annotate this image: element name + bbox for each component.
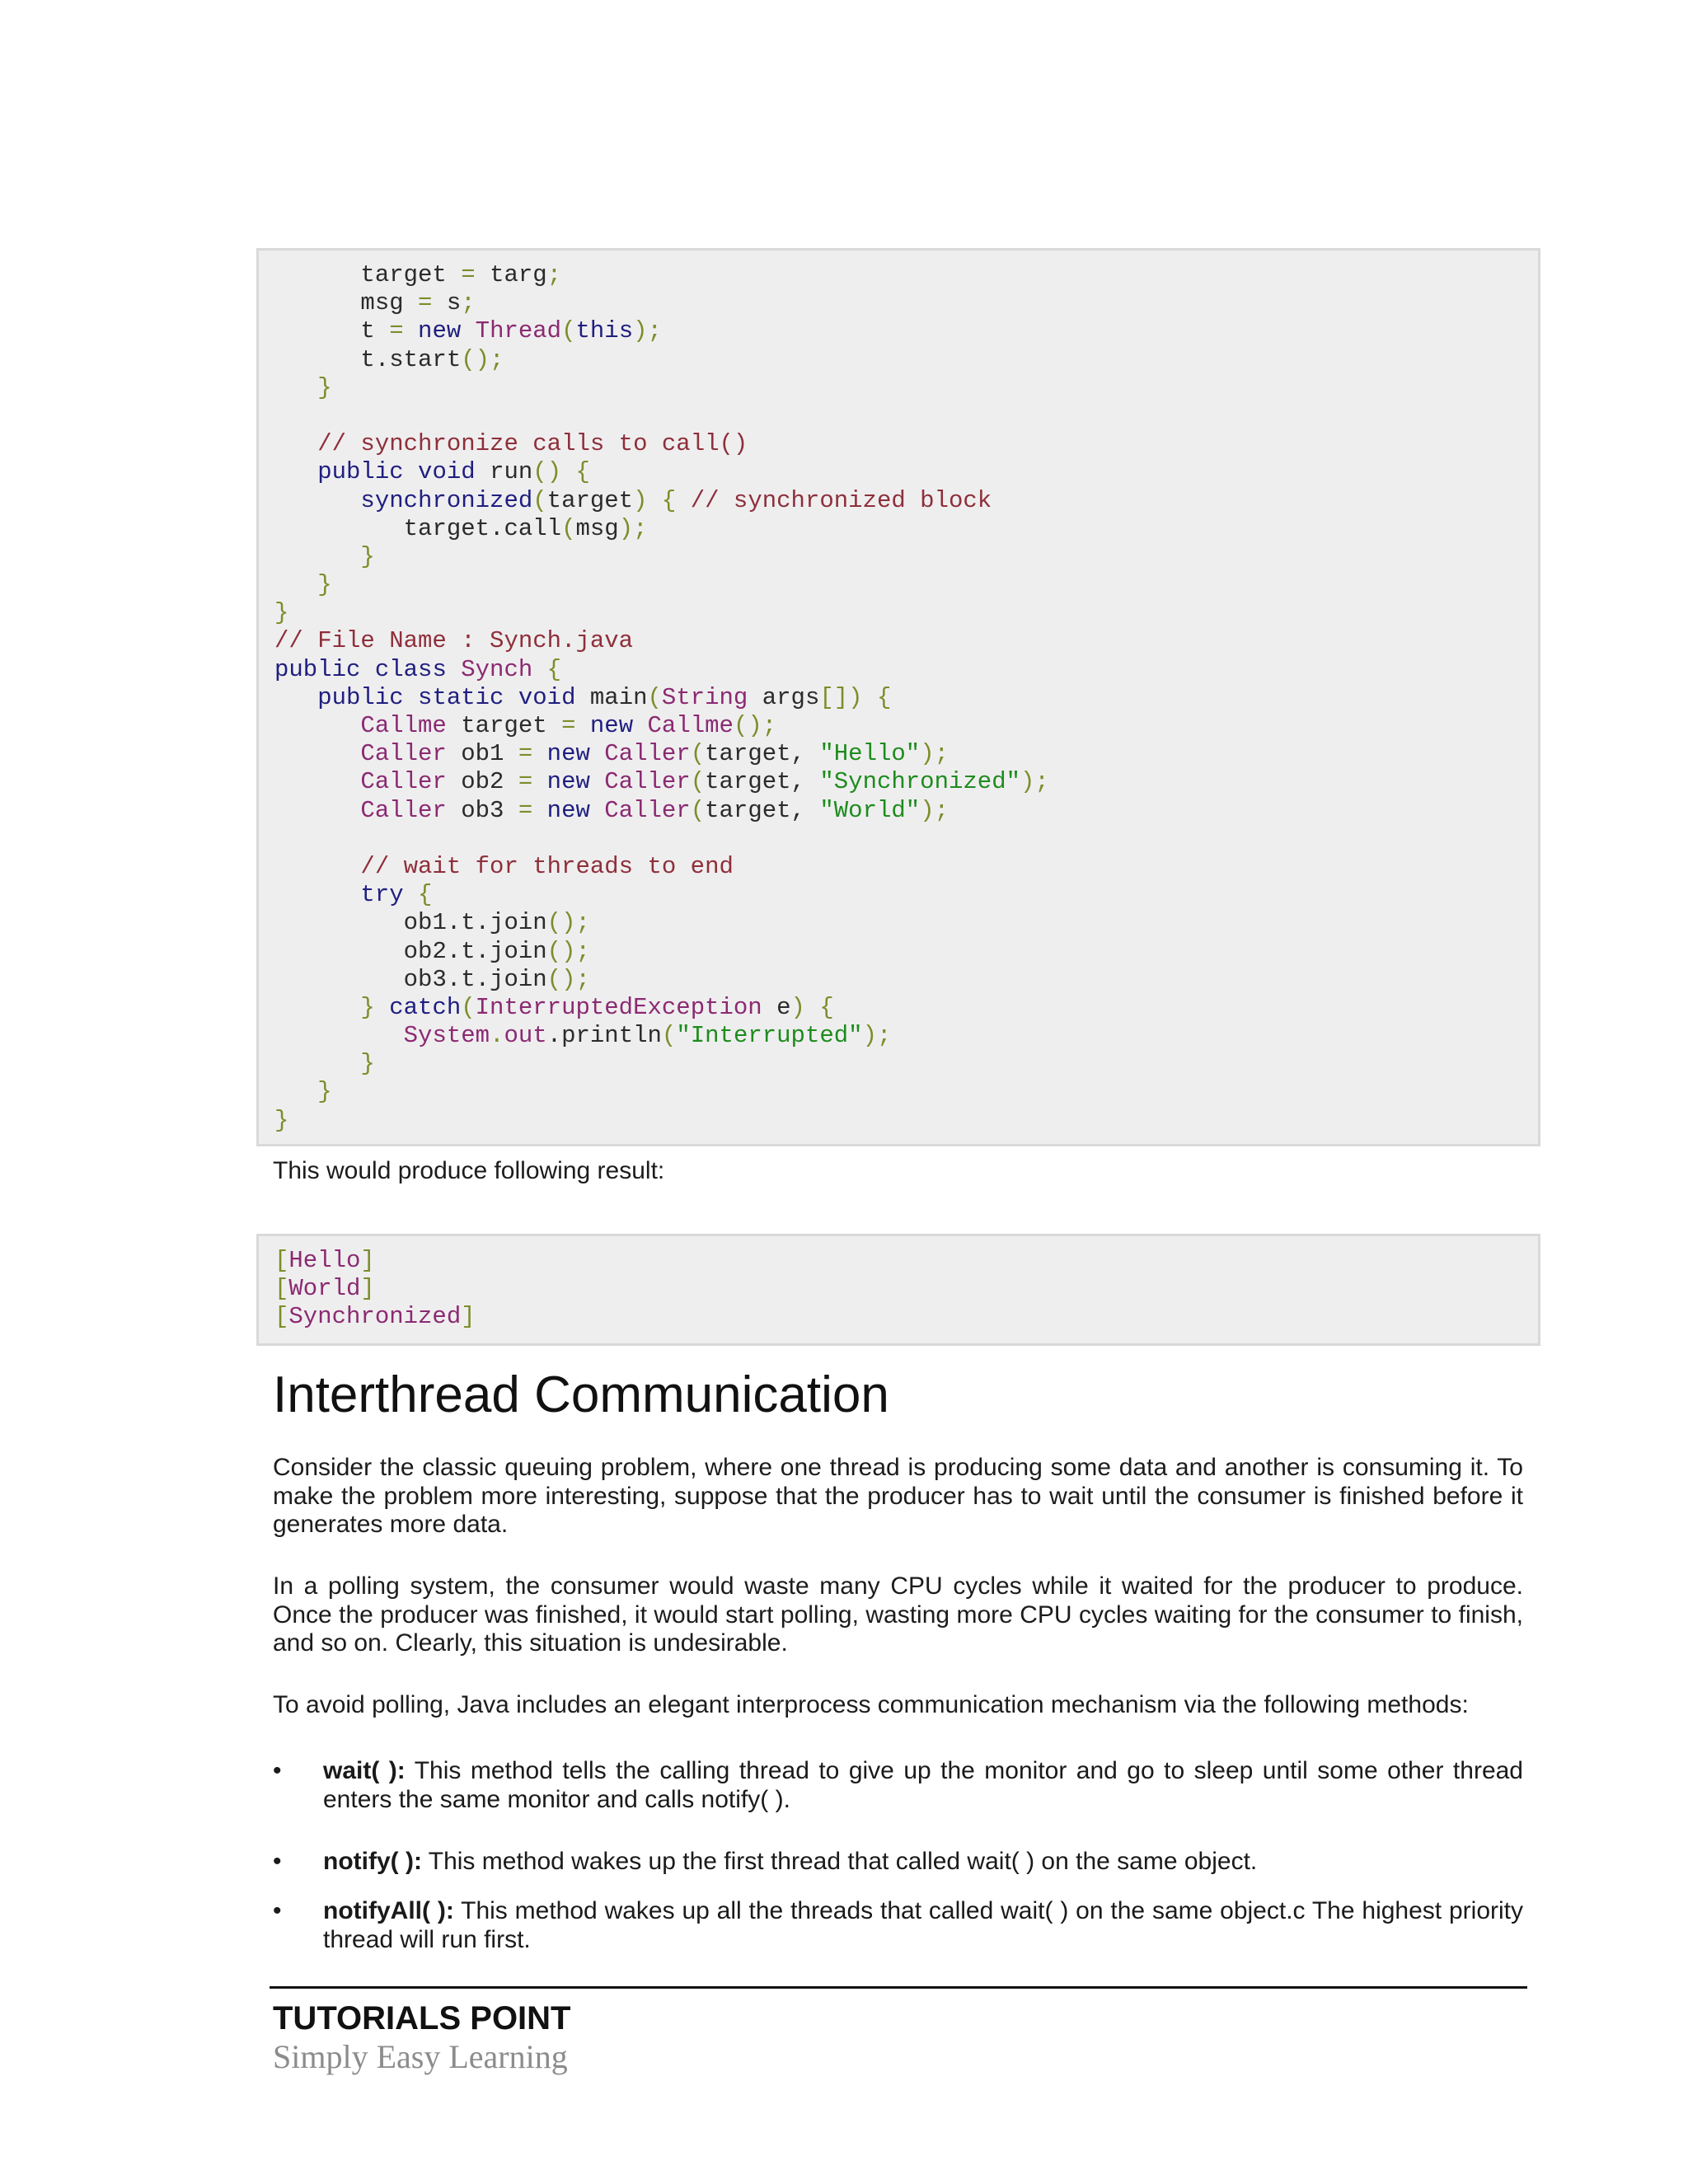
footer-tagline: Simply Easy Learning	[273, 2038, 568, 2075]
method-desc: This method wakes up all the threads that called wait( ) on the same object.c The highest priority thread will run first.	[323, 1897, 1523, 1953]
code-line: t.start();	[360, 345, 504, 373]
code-block-synch	[256, 248, 1540, 1146]
code-line: } catch(InterruptedException e) {	[360, 993, 834, 1021]
method-term: notify( ):	[323, 1848, 422, 1875]
code-line: Callme target = new Callme();	[360, 712, 777, 739]
bullet-marker: •	[273, 1757, 282, 1784]
code-line: }	[317, 1078, 332, 1106]
code-line: target.call(msg);	[403, 514, 648, 542]
footer-divider	[270, 1986, 1527, 1989]
code-line: }	[317, 373, 332, 401]
code-line: public static void main(String args[]) {	[317, 683, 892, 711]
bullet-marker: •	[273, 1848, 282, 1875]
footer-brand: TUTORIALS POINT	[273, 2000, 571, 2036]
result-intro: This would produce following result:	[273, 1157, 665, 1184]
code-line: Caller ob2 = new Caller(target, "Synchronized");	[360, 768, 1049, 796]
code-line: // wait for threads to end	[360, 852, 734, 880]
section-title: Interthread Communication	[273, 1366, 889, 1423]
code-line: }	[274, 1106, 289, 1134]
code-line: }	[274, 599, 289, 627]
code-line: }	[317, 571, 332, 599]
code-line: // synchronize calls to call()	[317, 430, 748, 458]
code-line: msg = s;	[360, 289, 476, 317]
code-line	[274, 825, 1049, 853]
paragraph-polling: In a polling system, the consumer would waste many CPU cycles while it waited for the producer to produce. Once the producer was finished, it would start polling, wasting more CPU cycles waiting for the consumer to finish, and so on. Clearly, this situation is undesirable.	[273, 1572, 1523, 1657]
code-line: target = targ;	[360, 261, 562, 288]
method-desc: This method tells the calling thread to give up the monitor and go to sleep until some other thread enters the same monitor and calls notify( ).	[323, 1757, 1523, 1813]
code-line: ob3.t.join();	[403, 965, 590, 993]
code-line: t = new Thread(this);	[360, 317, 662, 345]
code-line: [Hello]	[274, 1247, 375, 1274]
code-line: System.out.println("Interrupted");	[403, 1022, 892, 1050]
code-line: public class Synch {	[274, 655, 562, 683]
paragraph-queuing: Consider the classic queuing problem, where one thread is producing some data and another is consuming it. To make the problem more interesting, suppose that the producer has to wait until the consumer is finished before it generates more data.	[273, 1454, 1523, 1538]
method-item-notify	[273, 1848, 1523, 1877]
code-line: try {	[360, 881, 433, 909]
code-line: }	[360, 1050, 375, 1078]
method-term: notifyAll( ):	[323, 1897, 454, 1924]
code-line	[274, 402, 1049, 430]
code-line: [Synchronized]	[274, 1303, 476, 1331]
method-item-wait	[273, 1757, 1523, 1814]
code-line: }	[360, 542, 375, 570]
code-line: ob1.t.join();	[403, 909, 590, 937]
code-line: [World]	[274, 1275, 375, 1303]
code-line: Caller ob1 = new Caller(target, "Hello");	[360, 740, 949, 768]
method-desc: This method wakes up the first thread that called wait( ) on the same object.	[421, 1848, 1258, 1875]
paragraph-methods-intro: To avoid polling, Java includes an elegant interprocess communication mechanism via the following methods:	[273, 1691, 1469, 1718]
method-item-notifyall	[273, 1897, 1523, 1954]
code-line: synchronized(target) { // synchronized block	[360, 486, 992, 514]
code-line: ob2.t.join();	[403, 937, 590, 965]
code-line: // File Name : Synch.java	[274, 627, 634, 655]
bullet-marker: •	[273, 1897, 282, 1924]
code-line: Caller ob3 = new Caller(target, "World");	[360, 796, 949, 824]
output-lines	[274, 1247, 476, 1332]
method-term: wait( ):	[323, 1757, 406, 1784]
code-lines	[274, 261, 1049, 1135]
code-line: public void run() {	[317, 458, 590, 486]
code-block-output	[256, 1234, 1540, 1346]
